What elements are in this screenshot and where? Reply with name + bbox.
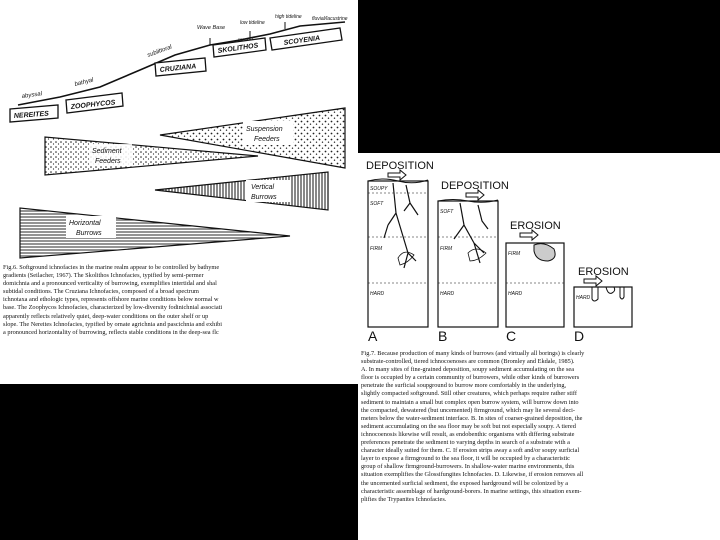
label-fluvial: fluvial/lacustrine [312,16,348,22]
svg-text:Suspension: Suspension [246,126,283,133]
caption-line: Fig.6. Softground ichnofacies in the marine realm appear to be controlled by bathyme [3,264,220,271]
caption-line: ichnotaxa and ethologic types, represents offshore marine conditions below normal w [3,296,219,304]
caption-line: substrate-controlled, tiered ichnocoenoses are common (Bromley and Ekdale, 1985). [361,358,575,366]
caption-line: apparently reflects relatively quiet, deep-water conditions on the outer shelf or up [3,312,209,320]
svg-text:SCOYENIA: SCOYENIA [283,34,321,47]
svg-text:HARD: HARD [576,295,591,301]
panel-label-d: D [574,328,585,344]
svg-text:EROSION: EROSION [578,266,629,278]
caption-line: plifies the Trypanites Ichnofacies. [361,495,447,503]
caption-line: gradients (Seilacher, 1967). The Skolithos Ichnofacies, typified by semi-permer [3,272,204,280]
figure-7-panel [358,153,720,540]
svg-text:Burrows: Burrows [76,230,102,237]
caption-line: slope. The Nereites Ichnofacies, typified by ornate agrichnia and pascichnia and exhibi [3,320,222,328]
svg-text:HARD: HARD [370,291,385,297]
caption-line: group of shallow firmground-burrowers. In shallow-water marine environments, this [361,463,575,471]
svg-text:SOFT: SOFT [440,209,454,215]
svg-text:Horizontal: Horizontal [69,220,101,227]
figure-6-panel [0,0,358,384]
label-sublittoral: sublittoral [146,44,173,59]
caption-line: the compacted, dewatered (but uncemented) firmground, which may lie several deci- [361,406,576,414]
label-low-tide: low tideline [240,20,265,26]
svg-text:Feeders: Feeders [254,136,280,143]
svg-text:HARD: HARD [508,291,523,297]
svg-text:Vertical: Vertical [251,184,275,191]
fig7-diagram [358,153,720,349]
fig6-diagram [0,0,358,262]
caption-line: penetrate the surficial soupground to burrow more comfortably in the underlying, [361,382,567,390]
caption-line: Fig.7. Because production of many kinds of burrows (and virtually all borings) is clearly [361,350,585,357]
wedge-vertical-burrows [155,172,328,210]
caption-line: the uncemented surficial sediment, the exposed hardground will be colonized by a [361,479,569,487]
svg-text:NEREITES: NEREITES [13,110,50,120]
caption-line: ichnocoenosis likewise will result, as endobenthic organisms with differing substrate [361,430,575,438]
caption-line: slightly compacted softground. Still other creatures, which perhaps require rather stiff [361,390,578,398]
svg-text:Burrows: Burrows [251,194,277,201]
ichnofacies-skolithos [213,38,266,57]
label-abyssal: abyssal [21,91,43,100]
caption-line: preferences penetrate the sediment to varying depths in search of a substrate with a [361,439,570,447]
fig6-caption [3,264,355,337]
caption-line: meters below the water-sediment interface. B. In sites of coarser-grained deposition, the [361,414,583,422]
caption-line: sediment accumulating on the sea floor may be soft but not especially soupy. A tiered [361,422,576,430]
panel-label-b: B [438,328,448,344]
svg-text:FIRM: FIRM [370,246,383,252]
svg-text:CRUZIANA: CRUZIANA [159,63,197,74]
caption-line: A. In many sites of fine-grained deposition, soupy sediment accumulating on the sea [361,366,574,374]
svg-text:FIRM: FIRM [440,246,453,252]
panel-d [574,266,632,344]
panel-b [438,180,509,344]
panel-label-c: C [506,328,517,344]
svg-text:ZOOPHYCOS: ZOOPHYCOS [70,99,116,111]
ichnofacies-nereites [10,105,58,122]
svg-text:Feeders: Feeders [95,158,121,165]
panel-label-a: A [368,328,378,344]
caption-line: layer to expose a firmground to the sea floor, it will be occupied by a characteristic [361,455,570,463]
panel-c [506,220,564,344]
caption-line: characteristic assemblage of hardground-borers. In marine settings, this situation exem- [361,487,582,495]
caption-line: domichnia and a pronounced verticality of burrowing, exemplifies intertidal and shal [3,280,217,288]
svg-text:SKOLITHOS: SKOLITHOS [217,42,259,55]
svg-text:DEPOSITION: DEPOSITION [441,180,509,192]
svg-text:Sediment: Sediment [92,148,122,155]
caption-line: base. The Zoophycos Ichnofacies, characterized by low-diversity fodinichnial associati [3,304,223,312]
svg-text:FIRM: FIRM [508,251,521,257]
caption-line: a pronounced horizontality of burrowing, reflects stable conditions in the deep-sea flc [3,328,219,336]
caption-line: character ideally suited for them. C. If erosion strips away a soft and/or soupy surficial [361,447,580,455]
caption-line: sediment to maintain a small but complex open burrow system, will burrow down into [361,398,579,406]
svg-text:EROSION: EROSION [510,220,561,232]
panel-a [366,160,434,344]
svg-text:DEPOSITION: DEPOSITION [366,160,434,172]
wedge-horizontal-burrows [20,208,290,258]
label-wave-base: Wave Base [197,25,226,31]
svg-text:SOUPY: SOUPY [370,186,388,192]
ichnofacies-zoophycos [66,93,123,113]
label-bathyal: bathyal [74,77,95,88]
caption-line: situation exemplifies the Glossifungites Ichnofacies. D. Likewise, if erosion removes all [361,471,584,479]
caption-line: subtidal conditions. The Cruziana Ichnofacies, composed of a broad spectrum [3,288,199,296]
svg-text:SOFT: SOFT [370,201,384,207]
svg-text:HARD: HARD [440,291,455,297]
caption-line: floor is occupied by a certain community of burrowers, while other kinds of burrowers [361,374,580,382]
label-high-tide: high tideline [275,14,302,20]
fig7-caption [361,350,718,504]
